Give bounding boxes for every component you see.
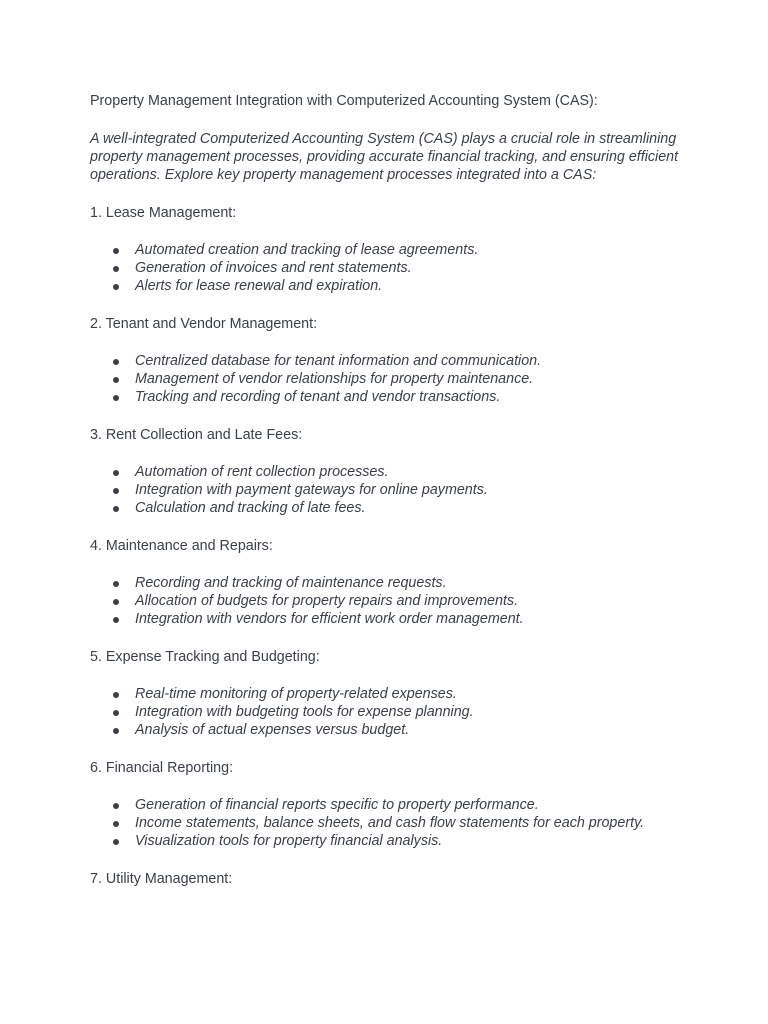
bullet-text: Automated creation and tracking of lease agreements.: [135, 242, 479, 258]
bullet-text: Allocation of budgets for property repairs and improvements.: [135, 593, 519, 609]
bullet-text: Tracking and recording of tenant and vendor transactions.: [135, 389, 501, 405]
bullet-dot-icon: [113, 359, 119, 365]
bullet-dot-icon: [113, 266, 119, 272]
bullet-dot-icon: [113, 692, 119, 698]
section-heading: 2. Tenant and Vendor Management:: [90, 316, 318, 332]
bullet-dot-icon: [113, 488, 119, 494]
bullet-text: Real-time monitoring of property-related expenses.: [135, 686, 457, 702]
bullet-dot-icon: [113, 248, 119, 254]
bullet-item: [113, 352, 680, 370]
bullet-text: Integration with payment gateways for online payments.: [135, 482, 488, 498]
section-heading: 5. Expense Tracking and Budgeting:: [90, 649, 320, 665]
bullet-item: [113, 814, 680, 832]
bullet-list: [90, 352, 680, 406]
bullet-item: [113, 796, 680, 814]
section-heading: 3. Rent Collection and Late Fees:: [90, 427, 303, 443]
bullet-item: [113, 277, 680, 295]
bullet-dot-icon: [113, 377, 119, 383]
bullet-item: [113, 259, 680, 277]
bullet-list: [90, 241, 680, 295]
bullet-text: Integration with budgeting tools for expense planning.: [135, 704, 474, 720]
document-title: Property Management Integration with Computerized Accounting System (CAS):: [90, 93, 598, 109]
bullet-dot-icon: [113, 710, 119, 716]
bullet-item: [113, 592, 680, 610]
bullet-item: [113, 574, 680, 592]
bullet-item: [113, 370, 680, 388]
bullet-text: Generation of financial reports specific to property performance.: [135, 797, 539, 813]
bullet-dot-icon: [113, 581, 119, 587]
bullet-dot-icon: [113, 284, 119, 290]
bullet-text: Recording and tracking of maintenance requests.: [135, 575, 447, 591]
bullet-item: [113, 703, 680, 721]
intro-paragraph: A well-integrated Computerized Accounting System (CAS) plays a crucial role in streamlining property management processes, providing accurate financial tracking, and ensuring efficient operations. Explore key property management processes integrated into a CAS:: [90, 131, 679, 183]
bullet-item: [113, 832, 680, 850]
section-heading: 6. Financial Reporting:: [90, 760, 234, 776]
bullet-text: Integration with vendors for efficient work order management.: [135, 611, 524, 627]
section-heading: 7. Utility Management:: [90, 871, 233, 887]
bullet-text: Management of vendor relationships for property maintenance.: [135, 371, 534, 387]
bullet-dot-icon: [113, 599, 119, 605]
bullet-list: [90, 574, 680, 628]
bullet-list: [90, 685, 680, 739]
bullet-item: [113, 388, 680, 406]
sections-container: [90, 204, 680, 888]
bullet-list: [90, 463, 680, 517]
bullet-text: Alerts for lease renewal and expiration.: [135, 278, 383, 294]
bullet-dot-icon: [113, 506, 119, 512]
bullet-dot-icon: [113, 470, 119, 476]
bullet-text: Generation of invoices and rent statements.: [135, 260, 412, 276]
bullet-dot-icon: [113, 728, 119, 734]
bullet-dot-icon: [113, 803, 119, 809]
bullet-list: [90, 796, 680, 850]
bullet-item: [113, 499, 680, 517]
section-heading: 1. Lease Management:: [90, 205, 237, 221]
bullet-dot-icon: [113, 395, 119, 401]
bullet-text: Income statements, balance sheets, and cash flow statements for each property.: [135, 815, 645, 831]
bullet-text: Visualization tools for property financial analysis.: [135, 833, 443, 849]
bullet-item: [113, 610, 680, 628]
bullet-dot-icon: [113, 617, 119, 623]
bullet-text: Calculation and tracking of late fees.: [135, 500, 366, 516]
section-heading: 4. Maintenance and Repairs:: [90, 538, 273, 554]
bullet-item: [113, 463, 680, 481]
bullet-item: [113, 685, 680, 703]
bullet-text: Centralized database for tenant information and communication.: [135, 353, 542, 369]
bullet-item: [113, 721, 680, 739]
bullet-text: Analysis of actual expenses versus budget.: [135, 722, 410, 738]
bullet-item: [113, 241, 680, 259]
bullet-item: [113, 481, 680, 499]
document-body: [90, 92, 680, 888]
bullet-dot-icon: [113, 839, 119, 845]
bullet-dot-icon: [113, 821, 119, 827]
bullet-text: Automation of rent collection processes.: [135, 464, 389, 480]
